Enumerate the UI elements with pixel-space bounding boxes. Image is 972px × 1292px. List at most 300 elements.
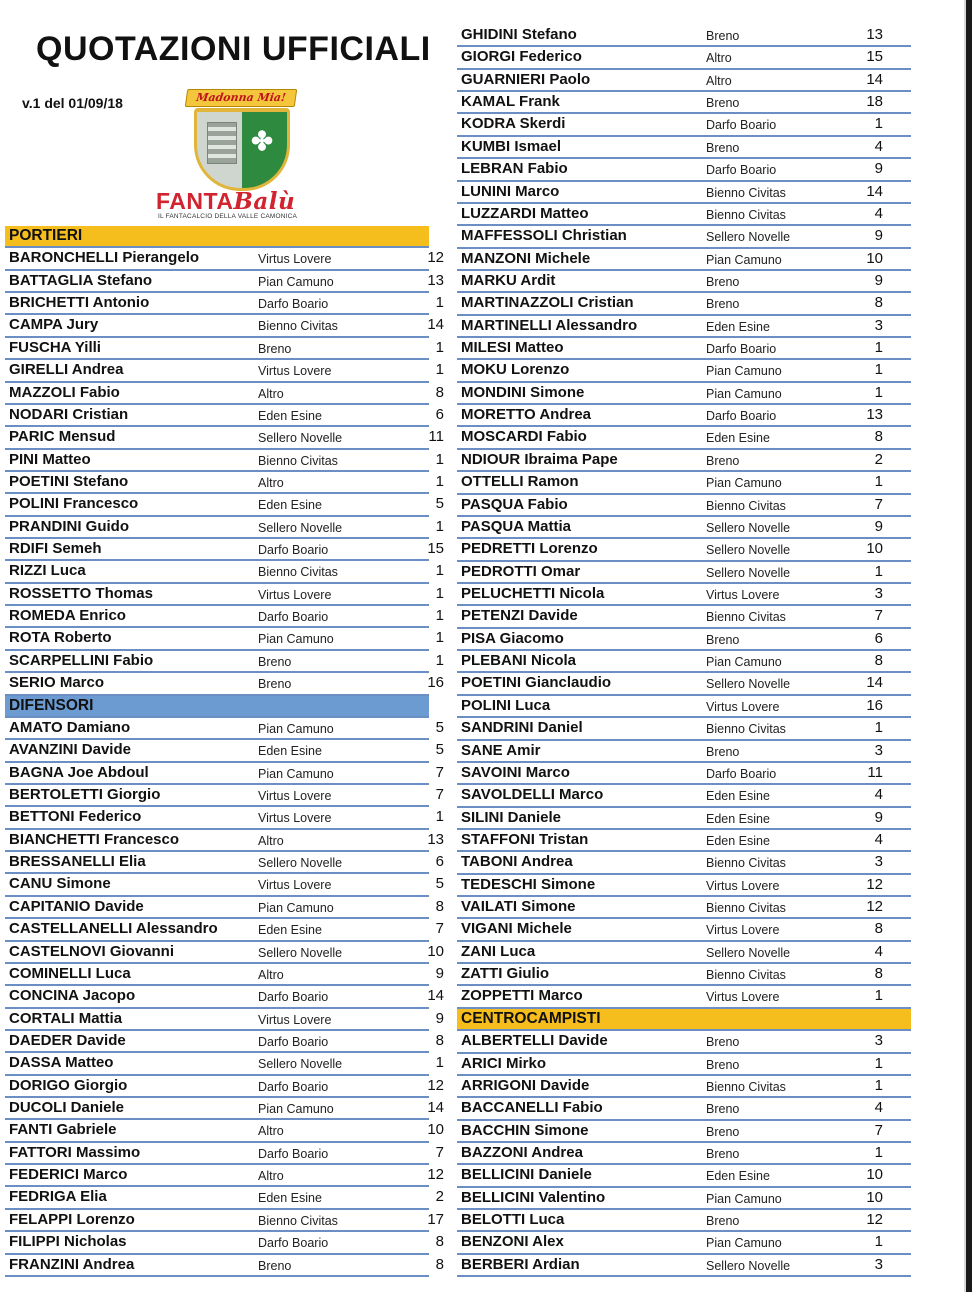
- player-value: 14: [427, 1099, 444, 1117]
- player-row: [457, 427, 911, 449]
- player-row: [457, 472, 911, 494]
- player-team: Bienno Civitas: [706, 207, 786, 222]
- player-value: 5: [435, 718, 444, 736]
- player-name: ARICI Mirko: [461, 1054, 547, 1072]
- player-value: 8: [874, 652, 883, 670]
- player-row: [5, 315, 444, 337]
- player-value: 13: [866, 26, 883, 43]
- player-row: [5, 1009, 444, 1031]
- player-value: 4: [874, 942, 883, 960]
- player-value: 12: [866, 875, 883, 893]
- player-team: Eden Esine: [706, 811, 770, 826]
- player-name: BERTOLETTI Giorgio: [9, 785, 161, 803]
- logo-banner: Madonna Mia!: [185, 89, 298, 107]
- player-name: PISA Giacomo: [461, 629, 564, 647]
- player-team: Breno: [706, 744, 740, 759]
- player-row: [5, 964, 444, 986]
- player-name: BATTAGLIA Stefano: [9, 271, 153, 289]
- player-value: 16: [427, 674, 444, 692]
- player-team: Breno: [706, 140, 740, 155]
- player-row: [457, 293, 911, 315]
- player-name: PRANDINI Guido: [9, 517, 129, 535]
- player-row: [5, 450, 444, 472]
- player-team: Darfo Boario: [258, 1079, 329, 1094]
- player-name: SAVOINI Marco: [461, 763, 570, 781]
- player-value: 1: [874, 1143, 883, 1161]
- player-value: 15: [427, 540, 444, 558]
- player-value: 5: [435, 741, 444, 759]
- player-row: [5, 628, 444, 650]
- page-edge: [966, 0, 972, 1292]
- player-value: 3: [874, 1032, 883, 1050]
- player-value: 8: [435, 1031, 444, 1049]
- player-value: 4: [874, 137, 883, 155]
- player-name: ALBERTELLI Davide: [461, 1032, 608, 1050]
- player-value: 12: [866, 898, 883, 916]
- player-name: GHIDINI Stefano: [461, 26, 577, 43]
- player-value: 9: [874, 227, 883, 245]
- player-name: MORETTO Andrea: [461, 406, 592, 424]
- player-team: Darfo Boario: [258, 543, 329, 558]
- player-team: Sellero Novelle: [706, 230, 791, 245]
- player-value: 4: [874, 204, 883, 222]
- player-team: Breno: [258, 654, 292, 669]
- player-name: PEDRETTI Lorenzo: [461, 540, 598, 558]
- player-name: FANTI Gabriele: [9, 1121, 117, 1139]
- player-value: 8: [874, 965, 883, 983]
- player-value: 3: [874, 1255, 883, 1273]
- player-value: 14: [866, 674, 883, 692]
- player-team: Bienno Civitas: [706, 901, 786, 916]
- fantabalu-logo: [150, 84, 320, 224]
- logo-brand: [156, 188, 295, 215]
- player-row: [457, 696, 911, 718]
- player-value: 1: [435, 361, 444, 379]
- player-row: [5, 248, 444, 270]
- player-value: 10: [427, 1121, 444, 1139]
- player-row: [5, 383, 444, 405]
- section-header-label: CENTROCAMPISTI: [461, 1009, 601, 1027]
- player-name: STAFFONI Tristan: [461, 830, 589, 848]
- player-row: [5, 1210, 444, 1232]
- player-name: PETENZI Davide: [461, 607, 578, 625]
- player-team: Breno: [706, 1124, 740, 1139]
- player-value: 8: [874, 920, 883, 938]
- player-team: Sellero Novelle: [258, 856, 343, 871]
- player-value: 15: [866, 48, 883, 66]
- player-name: PASQUA Mattia: [461, 517, 572, 535]
- player-name: PEDROTTI Omar: [461, 562, 581, 580]
- player-row: [457, 539, 911, 561]
- player-team: Sellero Novelle: [258, 1057, 343, 1072]
- player-row: [5, 584, 444, 606]
- player-row: [457, 584, 911, 606]
- player-team: Altro: [258, 1169, 284, 1184]
- player-value: 11: [867, 763, 883, 781]
- player-name: GIORGI Federico: [461, 48, 582, 66]
- section-header-portieri: [5, 226, 429, 248]
- player-row: [5, 1143, 444, 1165]
- player-row: [5, 673, 444, 695]
- player-row: [5, 897, 444, 919]
- player-name: ROMEDA Enrico: [9, 607, 126, 625]
- player-team: Pian Camuno: [258, 632, 334, 647]
- player-team: Bienno Civitas: [258, 319, 338, 334]
- player-row: [457, 1031, 911, 1053]
- player-row: [457, 1232, 911, 1254]
- player-name: PINI Matteo: [9, 450, 91, 468]
- player-value: 9: [874, 160, 883, 178]
- player-row: [5, 494, 444, 516]
- player-row: [5, 986, 444, 1008]
- player-value: 18: [866, 93, 883, 111]
- player-name: DUCOLI Daniele: [9, 1099, 125, 1117]
- player-value: 13: [427, 830, 444, 848]
- player-team: Virtus Lovere: [706, 990, 780, 1005]
- player-value: 8: [874, 428, 883, 446]
- player-team: Darfo Boario: [706, 118, 777, 133]
- player-row: [5, 1120, 444, 1142]
- player-name: FEDRIGA Elia: [9, 1188, 107, 1206]
- player-team: Virtus Lovere: [706, 878, 780, 893]
- player-row: [457, 875, 911, 897]
- player-value: 9: [435, 964, 444, 982]
- player-team: Virtus Lovere: [258, 788, 332, 803]
- player-row: [457, 92, 911, 114]
- player-value: 9: [874, 271, 883, 289]
- player-value: 16: [866, 696, 883, 714]
- left-column: [5, 226, 444, 1277]
- player-name: SILINI Daniele: [461, 808, 562, 826]
- player-team: Virtus Lovere: [706, 923, 780, 938]
- player-row: [5, 763, 444, 785]
- player-team: Sellero Novelle: [706, 1258, 791, 1273]
- player-name: CORTALI Mattia: [9, 1009, 123, 1027]
- player-row: [457, 808, 911, 830]
- player-team: Darfo Boario: [258, 1034, 329, 1049]
- player-row: [5, 1053, 444, 1075]
- player-row: [5, 271, 444, 293]
- player-name: LUZZARDI Matteo: [461, 204, 589, 222]
- player-team: Breno: [706, 274, 740, 289]
- player-value: 3: [874, 853, 883, 871]
- page-title: QUOTAZIONI UFFICIALI: [36, 30, 431, 68]
- player-row: [457, 360, 911, 382]
- player-value: 6: [435, 405, 444, 423]
- player-row: [457, 1255, 911, 1277]
- player-team: Altro: [706, 73, 732, 88]
- player-row: [5, 1232, 444, 1254]
- building-icon: [207, 122, 237, 164]
- logo-tagline: IL FANTACALCIO DELLA VALLE CAMONICA: [158, 213, 298, 220]
- player-value: 1: [435, 294, 444, 312]
- player-value: 1: [435, 338, 444, 356]
- player-value: 1: [435, 808, 444, 826]
- player-value: 1: [874, 339, 883, 357]
- player-name: KAMAL Frank: [461, 93, 560, 111]
- player-value: 1: [874, 361, 883, 379]
- player-name: TABONI Andrea: [461, 853, 573, 871]
- player-row: [457, 204, 911, 226]
- player-row: [457, 405, 911, 427]
- player-row: [457, 897, 911, 919]
- player-value: 17: [427, 1210, 444, 1228]
- player-team: Eden Esine: [706, 431, 770, 446]
- player-value: 1: [874, 1233, 883, 1251]
- player-value: 8: [435, 1255, 444, 1273]
- player-row: [457, 1076, 911, 1098]
- player-name: BELLICINI Daniele: [461, 1166, 592, 1184]
- player-name: TEDESCHI Simone: [461, 875, 596, 893]
- player-team: Darfo Boario: [258, 610, 329, 625]
- player-row: [457, 964, 911, 986]
- player-name: MOSCARDI Fabio: [461, 428, 587, 446]
- player-name: BIANCHETTI Francesco: [9, 830, 180, 848]
- player-team: Sellero Novelle: [258, 431, 343, 446]
- player-row: [5, 1031, 444, 1053]
- player-name: SANDRINI Daniel: [461, 719, 583, 737]
- player-value: 1: [874, 115, 883, 133]
- player-name: GUARNIERI Paolo: [461, 70, 591, 88]
- player-name: CAMPA Jury: [9, 316, 99, 334]
- player-team: Eden Esine: [258, 408, 322, 423]
- player-name: PASQUA Fabio: [461, 495, 568, 513]
- player-row: [457, 249, 911, 271]
- player-team: Pian Camuno: [258, 766, 334, 781]
- player-row: [5, 338, 444, 360]
- player-name: BETTONI Federico: [9, 808, 142, 826]
- player-value: 8: [435, 383, 444, 401]
- player-name: MANZONI Michele: [461, 249, 591, 267]
- player-team: Darfo Boario: [258, 1146, 329, 1161]
- player-value: 14: [866, 182, 883, 200]
- player-value: 1: [435, 584, 444, 602]
- player-name: ROTA Roberto: [9, 629, 112, 647]
- player-team: Pian Camuno: [706, 655, 782, 670]
- player-name: VIGANI Michele: [461, 920, 572, 938]
- player-team: Breno: [706, 96, 740, 111]
- player-value: 8: [874, 294, 883, 312]
- player-name: PLEBANI Nicola: [461, 652, 577, 670]
- player-name: ZATTI Giulio: [461, 965, 550, 983]
- player-team: Virtus Lovere: [258, 587, 332, 602]
- player-name: CASTELNOVI Giovanni: [9, 942, 175, 960]
- player-row: [5, 718, 444, 740]
- player-name: BARONCHELLI Pierangelo: [9, 249, 200, 267]
- player-value: 13: [427, 271, 444, 289]
- player-value: 9: [874, 808, 883, 826]
- player-value: 2: [874, 450, 883, 468]
- player-name: POLINI Luca: [461, 696, 551, 714]
- player-team: Pian Camuno: [706, 1236, 782, 1251]
- player-row: [457, 383, 911, 405]
- player-value: 1: [874, 562, 883, 580]
- player-row: [457, 338, 911, 360]
- player-team: Pian Camuno: [258, 900, 334, 915]
- right-column: [457, 25, 911, 1277]
- player-value: 8: [435, 1233, 444, 1251]
- player-team: Darfo Boario: [258, 1236, 329, 1251]
- player-name: BRICHETTI Antonio: [9, 294, 150, 312]
- player-name: BRESSANELLI Elia: [9, 853, 146, 871]
- player-value: 5: [435, 495, 444, 513]
- player-name: ROSSETTO Thomas: [9, 584, 153, 602]
- player-name: SERIO Marco: [9, 674, 105, 692]
- player-row: [457, 450, 911, 472]
- player-team: Eden Esine: [258, 498, 322, 513]
- player-value: 7: [874, 607, 883, 625]
- player-row: [5, 942, 444, 964]
- player-name: CAPITANIO Davide: [9, 897, 144, 915]
- player-name: BAZZONI Andrea: [461, 1143, 583, 1161]
- player-team: Breno: [706, 1102, 740, 1117]
- player-name: SCARPELLINI Fabio: [9, 651, 154, 669]
- player-row: [457, 942, 911, 964]
- player-value: 1: [435, 607, 444, 625]
- player-name: COMINELLI Luca: [9, 964, 131, 982]
- player-name: MARTINAZZOLI Cristian: [461, 294, 634, 312]
- player-team: Virtus Lovere: [258, 364, 332, 379]
- player-name: MILESI Matteo: [461, 339, 564, 357]
- player-row: [457, 1054, 911, 1076]
- player-row: [5, 472, 444, 494]
- player-name: RIZZI Luca: [9, 562, 86, 580]
- player-team: Pian Camuno: [258, 721, 334, 736]
- player-team: Bienno Civitas: [706, 722, 786, 737]
- shield-logo-icon: [194, 108, 290, 191]
- player-value: 5: [435, 875, 444, 893]
- player-name: POETINI Stefano: [9, 472, 129, 490]
- player-name: PARIC Mensud: [9, 428, 116, 446]
- player-value: 12: [427, 249, 444, 267]
- player-row: [457, 830, 911, 852]
- player-row: [457, 919, 911, 941]
- player-team: Breno: [258, 677, 292, 692]
- player-row: [5, 785, 444, 807]
- player-team: Breno: [706, 632, 740, 647]
- player-team: Sellero Novelle: [706, 677, 791, 692]
- player-row: [5, 1255, 444, 1277]
- player-team: Altro: [258, 833, 284, 848]
- player-row: [5, 405, 444, 427]
- section-header-centrocampisti: [457, 1009, 911, 1031]
- player-value: 10: [866, 1166, 883, 1184]
- player-team: Sellero Novelle: [258, 945, 343, 960]
- player-row: [457, 562, 911, 584]
- player-value: 3: [874, 584, 883, 602]
- player-team: Eden Esine: [706, 319, 770, 334]
- player-row: [457, 852, 911, 874]
- player-team: Eden Esine: [258, 923, 322, 938]
- player-name: MARKU Ardit: [461, 271, 556, 289]
- player-name: FUSCHA Yilli: [9, 338, 101, 356]
- player-team: Virtus Lovere: [706, 699, 780, 714]
- section-header-difensori: [5, 696, 429, 718]
- player-name: BENZONI Alex: [461, 1233, 564, 1251]
- player-value: 7: [874, 495, 883, 513]
- player-team: Pian Camuno: [706, 386, 782, 401]
- player-row: [457, 25, 911, 47]
- player-team: Breno: [258, 1258, 292, 1273]
- player-name: BAGNA Joe Abdoul: [9, 763, 149, 781]
- player-name: VAILATI Simone: [461, 898, 576, 916]
- player-row: [457, 718, 911, 740]
- player-row: [5, 1187, 444, 1209]
- player-row: [457, 785, 911, 807]
- player-team: Pian Camuno: [706, 364, 782, 379]
- player-team: Eden Esine: [258, 1191, 322, 1206]
- player-name: BERBERI Ardian: [461, 1255, 580, 1273]
- player-team: Virtus Lovere: [258, 252, 332, 267]
- player-name: NDIOUR Ibraima Pape: [461, 450, 618, 468]
- player-team: Bienno Civitas: [706, 1079, 786, 1094]
- section-header-label: DIFENSORI: [9, 696, 94, 714]
- player-value: 1: [874, 1054, 883, 1072]
- player-value: 14: [427, 316, 444, 334]
- player-row: [457, 182, 911, 204]
- player-name: CASTELLANELLI Alessandro: [9, 920, 218, 938]
- player-value: 1: [874, 987, 883, 1005]
- player-team: Darfo Boario: [706, 163, 777, 178]
- player-team: Pian Camuno: [706, 1191, 782, 1206]
- player-value: 6: [435, 853, 444, 871]
- player-row: [457, 1188, 911, 1210]
- player-name: GIRELLI Andrea: [9, 361, 124, 379]
- player-row: [5, 539, 444, 561]
- player-value: 7: [435, 1143, 444, 1161]
- player-team: Sellero Novelle: [706, 520, 791, 535]
- player-value: 6: [874, 629, 883, 647]
- player-team: Bienno Civitas: [706, 856, 786, 871]
- player-team: Altro: [258, 1124, 284, 1139]
- player-name: ZANI Luca: [461, 942, 536, 960]
- player-value: 10: [866, 249, 883, 267]
- player-value: 14: [427, 987, 444, 1005]
- player-value: 1: [874, 719, 883, 737]
- player-value: 4: [874, 830, 883, 848]
- player-name: SAVOLDELLI Marco: [461, 786, 604, 804]
- player-team: Altro: [258, 386, 284, 401]
- player-value: 1: [435, 472, 444, 490]
- player-team: Breno: [706, 1035, 740, 1050]
- player-team: Darfo Boario: [258, 990, 329, 1005]
- player-row: [457, 159, 911, 181]
- player-value: 1: [874, 383, 883, 401]
- player-row: [457, 47, 911, 69]
- player-row: [457, 70, 911, 92]
- player-value: 3: [874, 741, 883, 759]
- player-row: [457, 1121, 911, 1143]
- section-header-label: PORTIERI: [9, 227, 83, 244]
- player-row: [5, 852, 444, 874]
- player-row: [5, 606, 444, 628]
- player-row: [457, 271, 911, 293]
- player-row: [457, 1143, 911, 1165]
- player-team: Bienno Civitas: [258, 565, 338, 580]
- player-team: Virtus Lovere: [258, 811, 332, 826]
- player-name: NODARI Cristian: [9, 405, 129, 423]
- player-team: Breno: [706, 453, 740, 468]
- player-row: [5, 651, 444, 673]
- player-team: Virtus Lovere: [258, 1012, 332, 1027]
- player-value: 7: [435, 785, 444, 803]
- player-team: Breno: [706, 1214, 740, 1229]
- player-value: 2: [435, 1188, 444, 1206]
- player-name: BELOTTI Luca: [461, 1211, 565, 1229]
- player-row: [457, 673, 911, 695]
- player-team: Altro: [258, 967, 284, 982]
- player-row: [5, 1165, 444, 1187]
